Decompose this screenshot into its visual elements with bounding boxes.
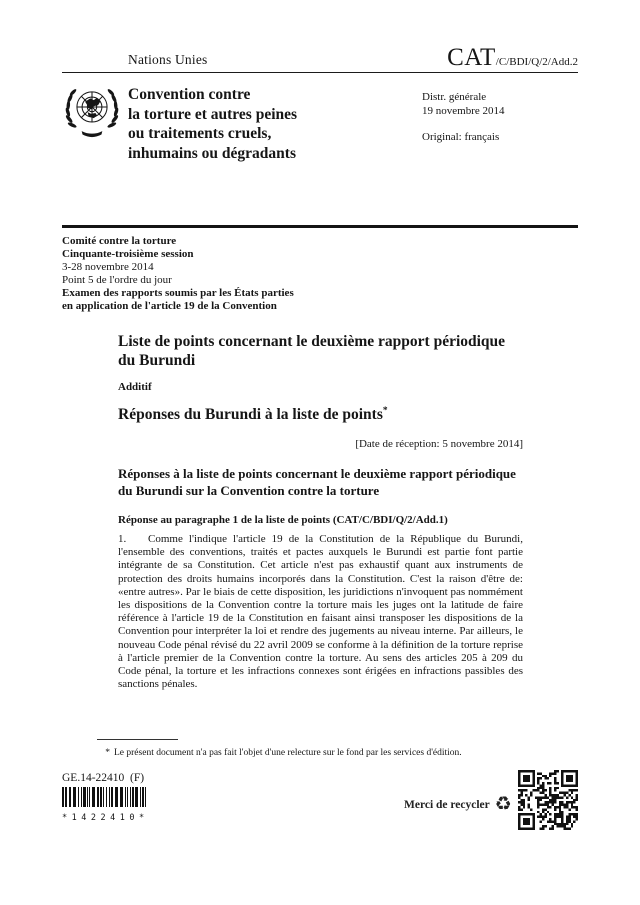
agenda-item: Point 5 de l'ordre du jour (62, 273, 172, 286)
committee-name: Comité contre la torture (62, 235, 177, 247)
distribution-block (422, 91, 504, 145)
section-divider (62, 225, 578, 228)
section-heading (118, 466, 516, 499)
responses-title-text: Réponses du Burundi à la liste de points (118, 406, 383, 424)
convention-title-line: ou traitements cruels, (128, 125, 272, 142)
footnote-reference-marker: * (382, 406, 388, 416)
section-heading-line: Réponses à la liste de points concernant le deuxième rapport périodique (118, 466, 516, 481)
barcode-label: *1422410* (62, 813, 149, 823)
convention-title (128, 85, 297, 163)
document-title-line: Liste de points concernant le deuxième rapport périodique (118, 333, 506, 350)
agenda-title-line: Examen des rapports soumis par les États parties (62, 286, 294, 299)
barcode (62, 787, 154, 823)
document-symbol-prefix: CAT (447, 44, 496, 71)
recycle-label: Merci de recycler (404, 798, 490, 811)
footnote (97, 748, 527, 758)
document-title-line: du Burundi (118, 351, 196, 369)
additif-label: Additif (118, 381, 152, 393)
responses-title (118, 406, 388, 424)
session-dates: 3-28 novembre 2014 (62, 260, 154, 273)
section-heading-line: du Burundi sur la Convention contre la torture (118, 482, 380, 498)
session-name: Cinquante-troisième session (62, 247, 194, 260)
convention-title-line: Convention contre (128, 86, 251, 103)
footnote-marker: * (105, 748, 110, 758)
session-block (62, 235, 294, 312)
paragraph-response-subheading: Réponse au paragraphe 1 de la liste de points (CAT/C/BDI/Q/2/Add.1) (118, 514, 448, 526)
agenda-title-line: en application de l'article 19 de la Convention (62, 299, 277, 312)
document-registration-code: GE.14-22410 (F) (62, 772, 145, 784)
paragraph-text: Comme l'indique l'article 19 de la Constitution de la République du Burundi, l'ensemble des conventions, traités et pactes auxquels le Burundi est partie font partie intégrante de sa Constitution. Cet article n'est pas exhaustif quant aux instruments de protection des droits humains incorporés dans la Constitution. C'est la raison d'être de: «entre autres». Par le biais de cette disposition, les juridictions n'invoquent pas nommément les dispositions de la Convention contre la torture mais les juges ont la latitude de faire référence à l'article 19 de la Constitution en faisant ainsi transposer les dispositions de la Convention pour interpréter la loi et rendre des jugements au niveau interne. Par ailleurs, le nouveau Code pénal révisé du 22 avril 2009 se conforme à la définition de la torture reprise à l'article premier de la Convention contre la torture. Au sens des articles 205 à 209 du Code pénal, la torture et les infractions connexes sont érigées en infractions passibles des sanctions pénales. (118, 533, 523, 691)
org-name: Nations Unies (128, 52, 208, 67)
qr-code (518, 770, 578, 835)
footnote-text: Le présent document n'a pas fait l'objet d'une relecture sur le fond par les services d'édition. (114, 748, 462, 758)
un-emblem-icon (61, 84, 123, 147)
recycle-notice (404, 795, 512, 814)
convention-title-line: la torture et autres peines (128, 105, 298, 123)
convention-title-line: inhumains ou dégradants (128, 144, 296, 162)
recycle-icon: ♻ (494, 793, 512, 815)
distribution-type: Distr. générale (422, 91, 487, 103)
body-paragraph (118, 533, 523, 691)
distribution-date: 19 novembre 2014 (422, 104, 505, 117)
document-symbol-suffix: /C/BDI/Q/2/Add.2 (495, 56, 578, 68)
reception-date: [Date de réception: 5 novembre 2014] (355, 438, 523, 450)
document-title (118, 333, 505, 370)
document-symbol (447, 44, 578, 72)
original-language: Original: français (422, 131, 500, 143)
header-divider (62, 72, 578, 73)
footnote-divider (97, 739, 178, 740)
paragraph-number: 1. (118, 533, 127, 545)
